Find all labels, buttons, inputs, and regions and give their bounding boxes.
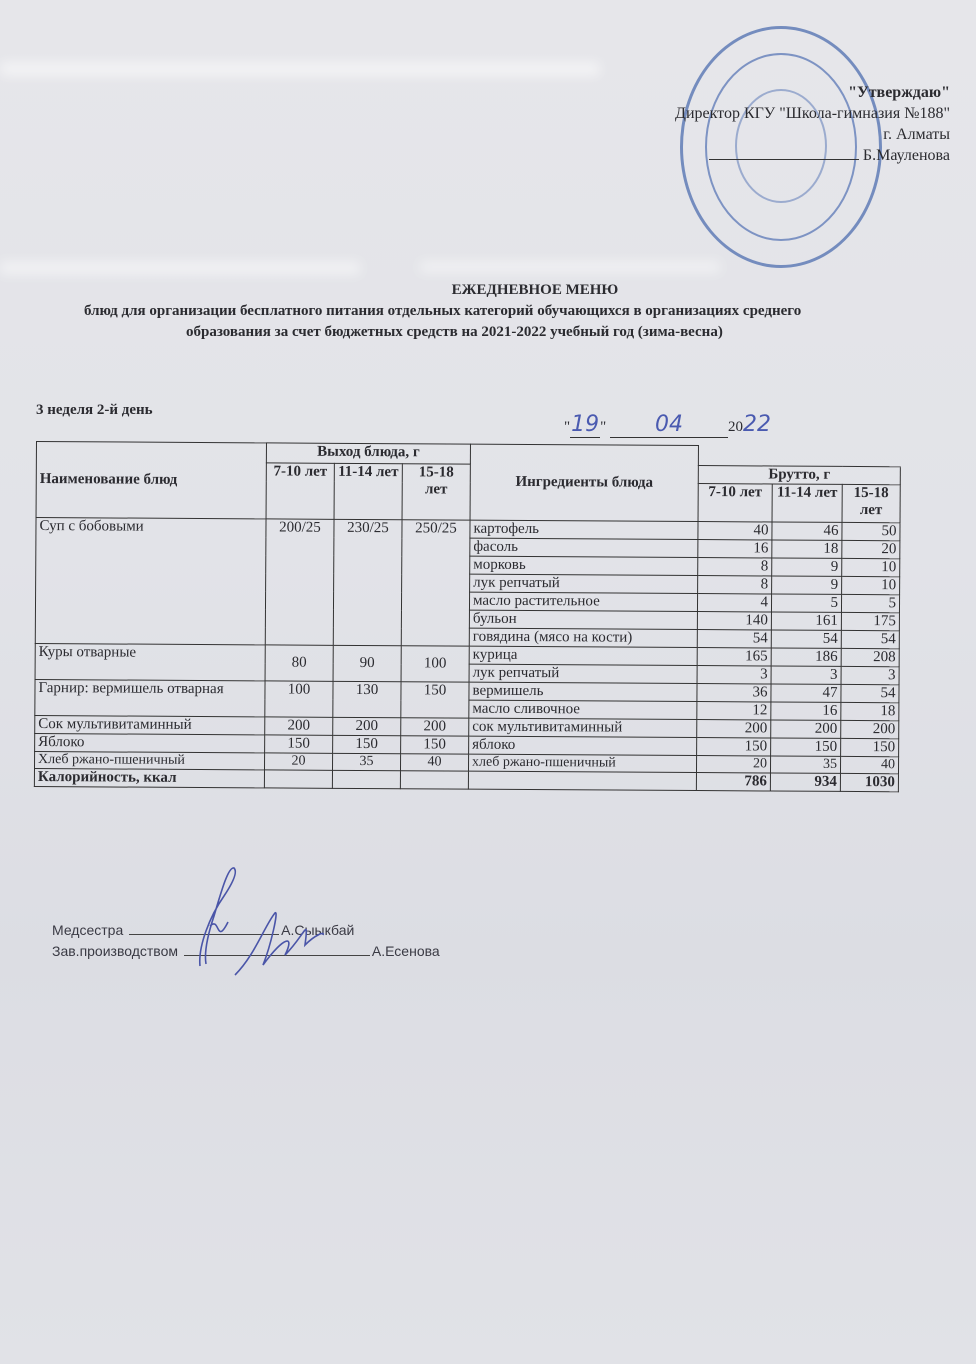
calories-row <box>34 768 898 791</box>
brutto-1: 165 <box>697 648 771 666</box>
approval-title: "Утверждаю" <box>848 84 950 101</box>
ingredient-name: бульон <box>469 610 697 629</box>
dish-out-3: 150 <box>401 736 469 754</box>
brutto-1: 36 <box>697 684 771 702</box>
ingredient-name: говядина (мясо на кости) <box>469 628 697 647</box>
dish-out-2: 90 <box>333 645 401 681</box>
dish-out-1: 80 <box>265 645 333 681</box>
date-field: "19" 04 2022 <box>564 412 771 437</box>
dish-out-2: 35 <box>332 753 400 770</box>
ingredient-name: лук репчатый <box>470 574 698 593</box>
brutto-1: 140 <box>697 612 771 630</box>
calories-label: Калорийность, ккал <box>34 768 264 787</box>
brutto-3: 150 <box>841 738 899 756</box>
dish-name: Куры отварные <box>35 643 265 680</box>
ingredient-name: хлеб ржано-пшеничный <box>468 754 696 772</box>
brutto-2: 150 <box>771 738 841 756</box>
dish-name: Суп с бобовыми <box>35 518 266 645</box>
dish-out-2: 200 <box>333 717 401 735</box>
brutto-3: 54 <box>841 630 899 648</box>
approval-name: Б.Мауленова <box>675 145 950 166</box>
brutto-3: 3 <box>841 666 899 684</box>
manager-signature-line: Зав.производством А.Есенова <box>52 943 440 959</box>
brutto-2: 16 <box>771 702 841 720</box>
brutto-2: 9 <box>772 558 842 576</box>
ingredient-name: масло сливочное <box>469 700 697 719</box>
signatures-block <box>52 920 440 962</box>
brutto-3: 5 <box>841 594 899 612</box>
header-brutto-age-3: 15-18 лет <box>842 484 900 522</box>
header-ingredients: Ингредиенты блюда <box>470 444 698 521</box>
date-month: 04 <box>610 412 728 438</box>
ingredient-name: картофель <box>470 520 698 539</box>
light-glare <box>0 62 600 76</box>
brutto-1: 12 <box>697 702 771 720</box>
dish-out-3: 250/25 <box>401 520 470 646</box>
ingredient-name: фасоль <box>470 538 698 557</box>
dish-out-3: 150 <box>401 682 469 718</box>
brutto-3: 20 <box>842 540 900 558</box>
approval-city: г. Алматы <box>883 126 950 143</box>
brutto-3: 54 <box>841 684 899 702</box>
brutto-2: 47 <box>771 684 841 702</box>
header-out-age-1: 7-10 лет <box>266 463 334 519</box>
manager-name: А.Есенова <box>371 943 440 959</box>
light-glare <box>420 262 720 272</box>
brutto-3: 208 <box>841 648 899 666</box>
week-day-label: 3 неделя 2-й день <box>36 402 153 418</box>
dish-out-2: 150 <box>333 735 401 753</box>
document-title <box>40 280 940 343</box>
header-output-group: Выход блюда, г <box>266 443 470 464</box>
brutto-1: 4 <box>697 594 771 612</box>
brutto-2: 46 <box>772 522 842 540</box>
dish-name: Хлеб ржано-пшеничный <box>34 751 264 769</box>
dish-out-2: 130 <box>333 681 401 717</box>
approval-block <box>675 82 950 166</box>
approval-position: Директор КГУ "Школа-гимназия №188" <box>675 105 950 122</box>
dish-name: Яблоко <box>35 733 265 752</box>
title-line-3: образования за счет бюджетных средств на 2021-2022 учебный год (зима-весна) <box>186 324 723 340</box>
nurse-name: А.Сыыкбай <box>281 922 355 938</box>
dish-out-1: 200/25 <box>265 519 334 645</box>
brutto-2: 54 <box>771 630 841 648</box>
dish-out-1: 20 <box>264 753 332 770</box>
ingredient-name: масло растительное <box>469 592 697 611</box>
date-year: 22 <box>743 412 771 437</box>
brutto-3: 200 <box>841 720 899 738</box>
dish-out-1: 150 <box>265 735 333 753</box>
brutto-1: 3 <box>697 666 771 684</box>
ingredient-name: вермишель <box>469 682 697 701</box>
ingredient-name: морковь <box>470 556 698 575</box>
dish-out-1: 100 <box>265 681 333 717</box>
brutto-1: 150 <box>697 738 771 756</box>
dish-name: Сок мультивитаминный <box>35 715 265 734</box>
ingredient-name: сок мультивитаминный <box>469 718 697 737</box>
nurse-signature-line: Медсестра А.Сыыкбай <box>52 922 355 938</box>
menu-table <box>34 441 901 792</box>
dish-out-1: 200 <box>265 717 333 735</box>
header-dish-name: Наименование блюд <box>36 442 266 519</box>
brutto-2: 3 <box>771 666 841 684</box>
brutto-3: 10 <box>842 576 900 594</box>
brutto-2: 186 <box>771 648 841 666</box>
calories-2: 934 <box>770 773 840 791</box>
brutto-1: 8 <box>698 576 772 594</box>
brutto-2: 18 <box>772 540 842 558</box>
brutto-1: 40 <box>698 522 772 540</box>
brutto-2: 200 <box>771 720 841 738</box>
header-brutto-age-2: 11-14 лет <box>772 484 842 522</box>
brutto-1: 16 <box>698 540 772 558</box>
header-out-age-3: 15-18 лет <box>402 464 470 520</box>
light-glare <box>0 262 360 274</box>
brutto-2: 5 <box>771 594 841 612</box>
brutto-1: 54 <box>697 630 771 648</box>
dish-out-3: 40 <box>400 754 468 771</box>
ingredient-name: лук репчатый <box>469 664 697 683</box>
date-day: 19 <box>571 412 600 437</box>
brutto-1: 20 <box>696 756 770 773</box>
brutto-1: 8 <box>698 558 772 576</box>
calories-1: 786 <box>696 773 770 791</box>
header-out-age-2: 11-14 лет <box>334 463 402 519</box>
dish-out-2: 230/25 <box>333 519 402 645</box>
dish-out-3: 100 <box>401 646 469 682</box>
title-line-2: блюд для организации бесплатного питания отдельных категорий обучающихся в организациях среднего <box>84 303 802 319</box>
calories-3: 1030 <box>840 773 898 791</box>
brutto-2: 35 <box>770 756 840 773</box>
dish-name: Гарнир: вермишель отварная <box>35 679 265 716</box>
header-brutto-group: Брутто, г <box>698 466 900 485</box>
brutto-3: 40 <box>840 756 898 773</box>
brutto-3: 10 <box>842 558 900 576</box>
dish-out-3: 200 <box>401 718 469 736</box>
brutto-3: 50 <box>842 522 900 540</box>
brutto-3: 175 <box>841 612 899 630</box>
brutto-2: 161 <box>771 612 841 630</box>
brutto-2: 9 <box>772 576 842 594</box>
brutto-3: 18 <box>841 702 899 720</box>
title-heading: ЕЖЕДНЕВНОЕ МЕНЮ <box>451 282 619 298</box>
ingredient-name: яблоко <box>469 736 697 755</box>
ingredient-name: курица <box>469 646 697 665</box>
brutto-1: 200 <box>697 720 771 738</box>
header-brutto-age-1: 7-10 лет <box>698 484 772 522</box>
